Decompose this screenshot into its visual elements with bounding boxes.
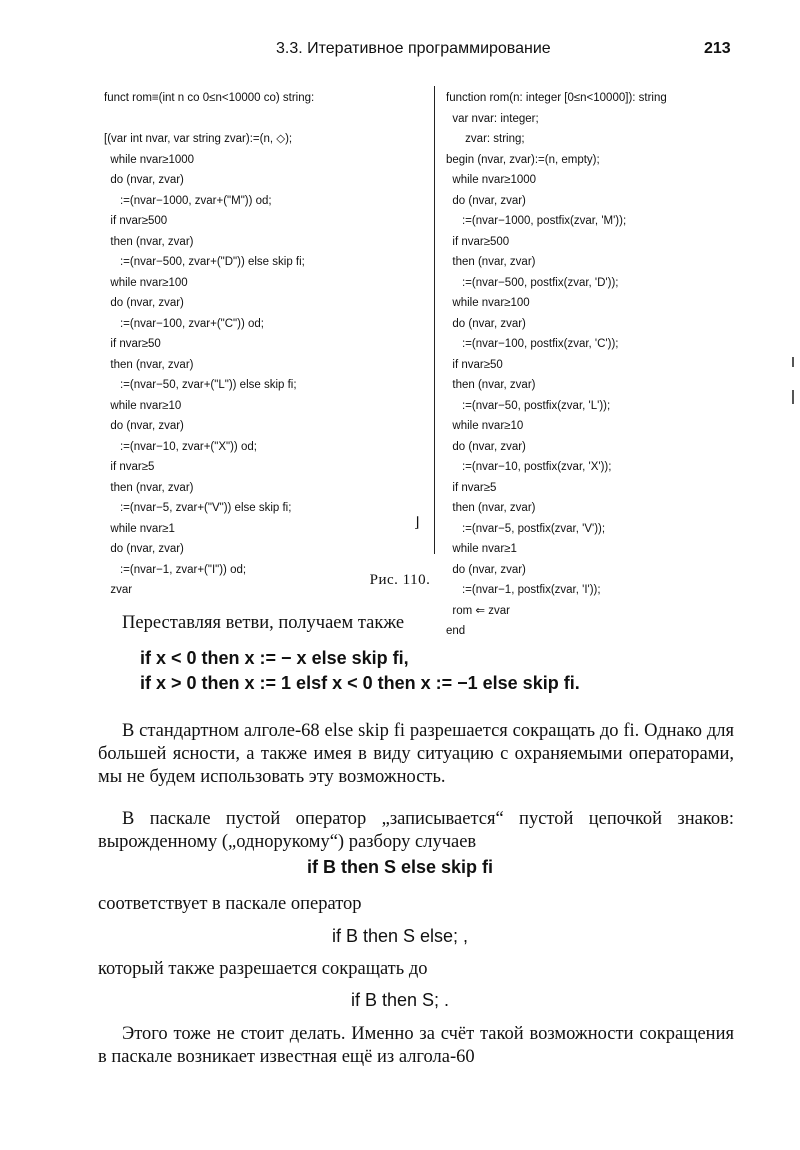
- code-line: :=(nvar−1000, postfix(zvar, 'M'));: [446, 215, 627, 227]
- pascal-code-listing: [446, 88, 746, 642]
- code-line: :=(nvar−100, zvar+("C")) od;: [104, 317, 264, 330]
- paragraph-6: Этого тоже не стоит делать. Именно за счёт такой возможности сокращения в паскале возникает известная ещё из алгола-60: [98, 1024, 734, 1067]
- code-line: :=(nvar−500, postfix(zvar, 'D'));: [446, 276, 619, 289]
- column-divider: [434, 86, 435, 554]
- code-line: [(var int nvar, var string zvar):=(n, ◇);: [104, 133, 293, 145]
- code-line: while nvar≥100: [104, 276, 188, 289]
- code-line: do (nvar, zvar): [104, 297, 184, 309]
- code-line: do (nvar, zvar): [446, 317, 526, 330]
- code-line: var nvar: integer;: [446, 112, 539, 125]
- algol-code-listing: [104, 88, 414, 601]
- code-line: while nvar≥1000: [104, 153, 195, 166]
- code-line: :=(nvar−500, zvar+("D")) else skip fi;: [104, 256, 305, 268]
- code-line: :=(nvar−1000, zvar+("M")) od;: [104, 194, 272, 207]
- formula-2: if x > 0 then x := 1 elsf x < 0 then x := −1 else skip fi.: [140, 673, 580, 693]
- code-line: if nvar≥50: [446, 358, 503, 371]
- code-line: function rom(n: integer [0≤n<10000]): string: [446, 92, 667, 104]
- code-line: :=(nvar−10, zvar+("X")) od;: [104, 440, 257, 453]
- code-line: then (nvar, zvar): [446, 256, 536, 268]
- code-line: then (nvar, zvar): [104, 358, 194, 371]
- figure-caption: Рис. 110.: [369, 572, 431, 588]
- code-line: if nvar≥5: [104, 461, 155, 473]
- page-header: [0, 40, 800, 66]
- code-line: while nvar≥100: [446, 297, 530, 309]
- code-line: :=(nvar−5, zvar+("V")) else skip fi;: [104, 502, 292, 514]
- formula-1: if x < 0 then x := − x else skip fi,: [140, 648, 409, 668]
- code-line: :=(nvar−10, postfix(zvar, 'X'));: [446, 461, 612, 473]
- code-line: if nvar≥500: [104, 215, 168, 227]
- code-line: begin (nvar, zvar):=(n, empty);: [446, 153, 600, 166]
- scan-edge-mark: [792, 390, 794, 404]
- paragraph-1: Переставляя ветви, получаем также: [122, 613, 405, 633]
- corner-bracket-mark: ⌋: [414, 516, 420, 531]
- paragraph-2: В стандартном алголе-68 else skip fi разрешается сокращать до fi. Однако для большей ясности, а также имея в виду ситуацию с охраняемыми операторами, мы не будем использовать эту возможность.: [98, 721, 734, 787]
- formula-3: if B then S else skip fi: [306, 857, 494, 877]
- code-line: do (nvar, zvar): [104, 543, 184, 555]
- running-title: 3.3. Итеративное программирование: [276, 40, 551, 57]
- formula-5: if B then S; .: [350, 990, 450, 1010]
- code-line: do (nvar, zvar): [104, 420, 184, 432]
- code-line: if nvar≥500: [446, 235, 510, 248]
- code-line: :=(nvar−100, postfix(zvar, 'C'));: [446, 338, 619, 350]
- code-line: funct rom≡(int n co 0≤n<10000 co) string:: [104, 92, 315, 104]
- code-line: then (nvar, zvar): [446, 379, 536, 391]
- code-line: then (nvar, zvar): [104, 481, 194, 494]
- paragraph-4: соответствует в паскале оператор: [98, 894, 362, 914]
- code-line: while nvar≥10: [104, 399, 182, 412]
- code-line: :=(nvar−50, postfix(zvar, 'L'));: [446, 399, 611, 412]
- code-line: :=(nvar−1, postfix(zvar, 'I'));: [446, 584, 601, 596]
- page-number: 213: [704, 40, 731, 57]
- code-line: [104, 109, 414, 130]
- code-line: then (nvar, zvar): [104, 235, 194, 248]
- code-line: rom ⇐ zvar: [446, 604, 510, 617]
- code-line: :=(nvar−5, postfix(zvar, 'V'));: [446, 522, 606, 535]
- code-line: :=(nvar−50, zvar+("L")) else skip fi;: [104, 379, 297, 391]
- code-line: do (nvar, zvar): [446, 563, 526, 576]
- code-line: :=(nvar−1, zvar+("I")) od;: [104, 563, 247, 576]
- code-line: end: [446, 625, 466, 637]
- code-line: while nvar≥1000: [446, 174, 537, 186]
- code-line: while nvar≥10: [446, 420, 524, 432]
- code-line: do (nvar, zvar): [446, 194, 526, 207]
- scan-edge-mark: [792, 357, 794, 367]
- code-line: do (nvar, zvar): [104, 174, 184, 186]
- formula-4: if B then S else; ,: [331, 926, 469, 946]
- code-line: while nvar≥1: [104, 522, 175, 535]
- code-line: zvar: string;: [446, 133, 525, 145]
- paragraph-5: который также разрешается сокращать до: [98, 959, 428, 979]
- code-line: do (nvar, zvar): [446, 440, 526, 453]
- code-line: if nvar≥50: [104, 338, 161, 350]
- code-line: then (nvar, zvar): [446, 502, 536, 514]
- paragraph-3: В паскале пустой оператор „записывается“ пустой цепочкой знаков: вырожденному („однорукому“) разбору случаев: [98, 809, 734, 852]
- code-line: while nvar≥1: [446, 543, 517, 555]
- code-line: zvar: [104, 584, 133, 596]
- code-line: if nvar≥5: [446, 481, 497, 494]
